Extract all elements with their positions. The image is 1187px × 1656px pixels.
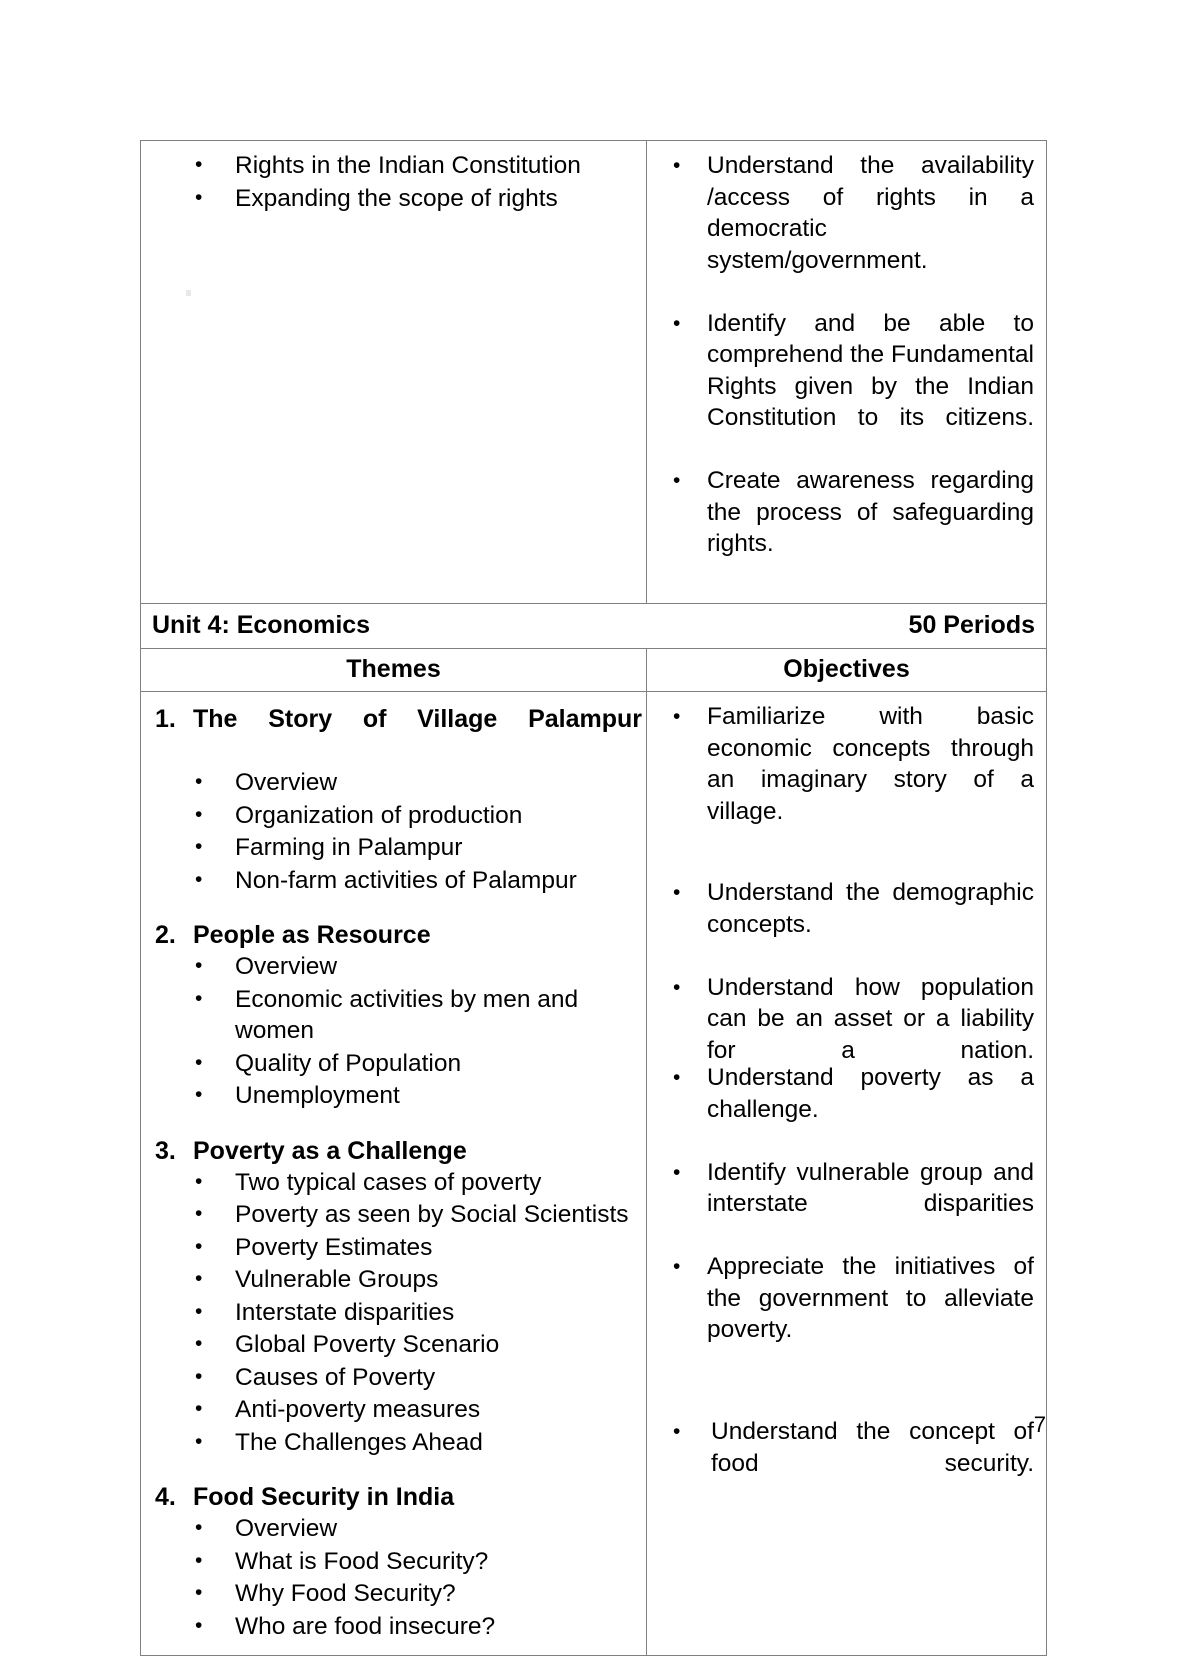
list-item: • Quality of Population xyxy=(153,1048,642,1080)
theme-label: Poverty as a Challenge xyxy=(193,1136,467,1165)
list-item: • Anti-poverty measures xyxy=(153,1394,642,1426)
table-row-continued xyxy=(141,141,1047,604)
table-row-economics xyxy=(141,692,1047,1656)
theme-title-4 xyxy=(153,1481,642,1513)
list-item-text: • Appreciate the initiatives of the government to alleviate poverty. xyxy=(707,1253,1034,1343)
column-header-themes-cell xyxy=(141,649,647,692)
list-item: • Overview xyxy=(153,951,642,983)
theme-number: 1. xyxy=(155,705,176,733)
spacer xyxy=(153,1459,642,1481)
themes-cell-continued xyxy=(141,141,647,604)
list-item: • Organization of production xyxy=(153,800,642,832)
list-item xyxy=(659,1062,1034,1157)
list-item: • Interstate disparities xyxy=(153,1297,642,1329)
list-item: • Why Food Security? xyxy=(153,1578,642,1610)
objectives-cell-continued xyxy=(647,141,1047,604)
list-item: • Who are food insecure? xyxy=(153,1611,642,1643)
theme-title-3 xyxy=(153,1135,642,1167)
list-item xyxy=(659,701,1034,859)
themes-cell-economics xyxy=(141,692,647,1656)
objective-bullet-list-3 xyxy=(659,1062,1034,1377)
theme-label: People as Resource xyxy=(193,921,431,949)
list-item-text: • Create awareness regarding the process of safeguarding rights. xyxy=(707,467,1034,557)
list-item: • Expanding the scope of rights xyxy=(153,183,634,215)
list-item-text: • Understand how population can be an asset or a liability for a nation. xyxy=(707,973,1034,1064)
list-item: • Two typical cases of poverty xyxy=(153,1167,642,1199)
syllabus-table xyxy=(140,140,1047,1656)
theme-group-1 xyxy=(153,703,642,896)
objective-group-4 xyxy=(659,1416,1034,1511)
theme-title-2 xyxy=(153,919,642,951)
objective-bullet-list-4 xyxy=(659,1416,1034,1511)
objective-group-2 xyxy=(659,877,1034,1062)
list-item-text: • Understand the availability /access of rights in a democratic system/government. xyxy=(707,152,1034,274)
unit-title: Unit 4: Economics xyxy=(152,611,371,639)
list-item: • Vulnerable Groups xyxy=(153,1264,642,1296)
theme-bullet-list-4 xyxy=(153,1513,642,1642)
list-item: • Unemployment xyxy=(153,1080,642,1112)
theme-title-1 xyxy=(153,703,642,767)
list-item: • Global Poverty Scenario xyxy=(153,1329,642,1361)
page-number: 7 xyxy=(1033,1412,1046,1437)
list-item xyxy=(659,1157,1034,1252)
theme-group-3 xyxy=(153,1135,642,1459)
list-item: • Economic activities by men and women xyxy=(153,984,642,1047)
list-item: • Overview xyxy=(153,1513,642,1545)
objective-bullet-list-1 xyxy=(659,701,1034,859)
objective-bullet-list xyxy=(659,150,1034,591)
list-item: • Overview xyxy=(153,767,642,799)
list-item xyxy=(659,150,1034,308)
list-item-text: • Identify and be able to comprehend the Fundamental Rights given by the Indian Constitution to its citizens. xyxy=(707,309,1034,431)
list-item-text: • Understand poverty as a challenge. xyxy=(707,1064,1034,1123)
list-item: • Non-farm activities of Palampur xyxy=(153,865,642,897)
list-item: • Causes of Poverty xyxy=(153,1362,642,1394)
list-item: • Farming in Palampur xyxy=(153,832,642,864)
theme-label: The Story of Village Palampur xyxy=(193,705,642,733)
theme-group-4 xyxy=(153,1481,642,1642)
list-item xyxy=(659,877,1034,972)
theme-number: 2. xyxy=(155,921,176,949)
list-item-text: • Understand the demographic concepts. xyxy=(707,879,1034,938)
list-item-text: • Understand the concept of food security. xyxy=(711,1418,1034,1477)
list-item: • What is Food Security? xyxy=(153,1546,642,1578)
spacer xyxy=(153,897,642,919)
list-item xyxy=(659,1416,1034,1511)
theme-bullet-list-1 xyxy=(153,767,642,896)
list-item xyxy=(659,1251,1034,1377)
list-item xyxy=(659,308,1034,466)
unit-periods: 50 Periods xyxy=(908,611,1035,639)
spacer xyxy=(153,1113,642,1135)
theme-number: 4. xyxy=(155,1483,176,1511)
column-header-objectives: Objectives xyxy=(783,655,910,683)
theme-number: 3. xyxy=(155,1136,176,1165)
list-item-text: • Identify vulnerable group and interstate disparities xyxy=(707,1158,1034,1217)
list-item: • Poverty as seen by Social Scientists xyxy=(153,1199,642,1231)
list-item-text: • Familiarize with basic economic concepts through an imaginary story of a village. xyxy=(707,703,1034,825)
list-item: • Poverty Estimates xyxy=(153,1232,642,1264)
objectives-cell-economics xyxy=(647,692,1047,1656)
unit-header-row xyxy=(141,604,1047,649)
list-item xyxy=(659,465,1034,591)
unit-header-cell xyxy=(141,604,1047,649)
list-item: • The Challenges Ahead xyxy=(153,1427,642,1459)
column-header-row xyxy=(141,649,1047,692)
scan-artifact xyxy=(186,290,191,296)
objective-group-3 xyxy=(659,1062,1034,1416)
theme-bullet-list-2 xyxy=(153,951,642,1112)
theme-bullet-list-3 xyxy=(153,1167,642,1459)
column-header-objectives-cell xyxy=(647,649,1047,692)
objective-group-1 xyxy=(659,701,1034,877)
column-header-themes: Themes xyxy=(346,655,441,683)
theme-group-2 xyxy=(153,919,642,1112)
theme-bullet-list xyxy=(153,150,634,214)
theme-label: Food Security in India xyxy=(193,1483,455,1511)
list-item: • Rights in the Indian Constitution xyxy=(153,150,634,182)
